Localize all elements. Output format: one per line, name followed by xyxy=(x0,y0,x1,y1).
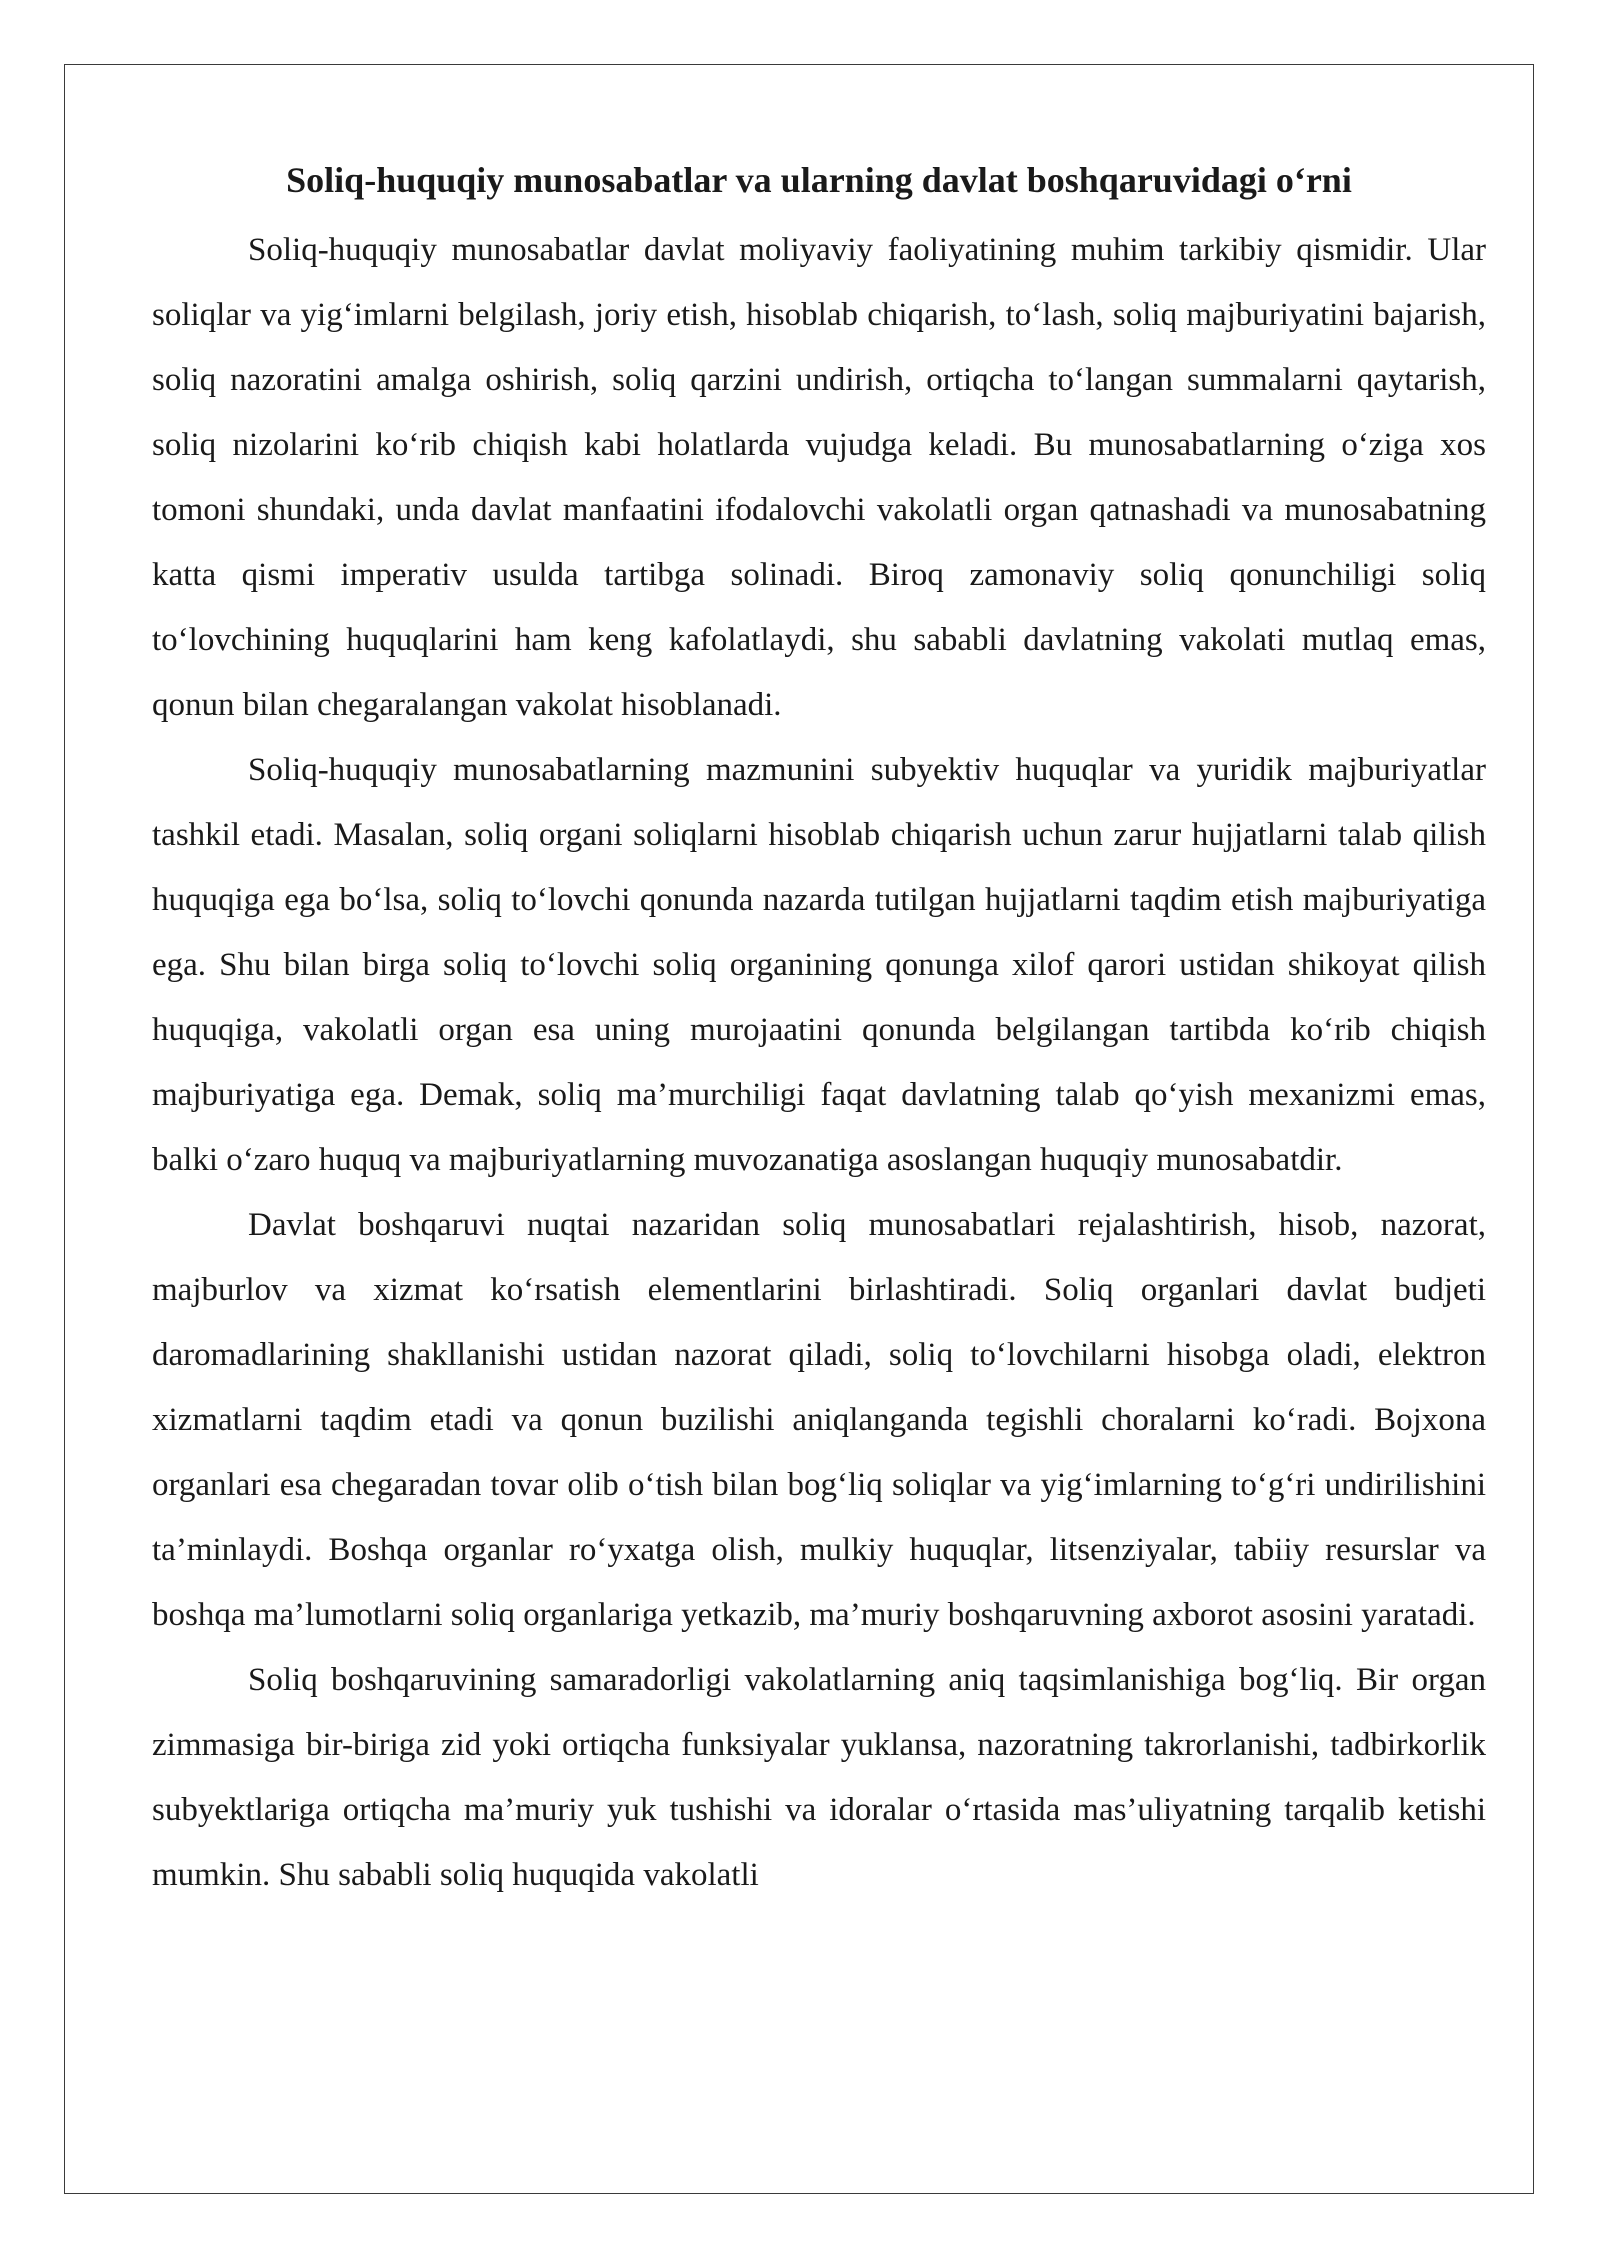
document-body xyxy=(152,150,1486,1908)
paragraph-3: Davlat boshqaruvi nuqtai nazaridan soliq munosabatlari rejalashtirish, hisob, nazorat, majburlov va xizmat ko‘rsatish elementlarini birlashtiradi. Soliq organlari davlat budjeti daromadlarining shakllanishi ustidan nazorat qiladi, soliq to‘lovchilarni hisobga oladi, elektron xizmatlarni taqdim etadi va qonun buzilishi aniqlanganda tegishli choralarni ko‘radi. Bojxona organlari esa chegaradan tovar olib o‘tish bilan bog‘liq soliqlar va yig‘imlarning to‘g‘ri undirilishini ta’minlaydi. Boshqa organlar ro‘yxatga olish, mulkiy huquqlar, litsenziyalar, tabiiy resurslar va boshqa ma’lumotlarni soliq organlariga yetkazib, ma’muriy boshqaruvning axborot asosini yaratadi. xyxy=(152,1207,1486,1633)
paragraph-2: Soliq-huquqiy munosabatlarning mazmunini subyektiv huquqlar va yuridik majburiyatlar tashkil etadi. Masalan, soliq organi soliqlarni hisoblab chiqarish uchun zarur hujjatlarni talab qilish huquqiga ega bo‘lsa, soliq to‘lovchi qonunda nazarda tutilgan hujjatlarni taqdim etish majburiyatiga ega. Shu bilan birga soliq to‘lovchi soliq organining qonunga xilof qarori ustidan shikoyat qilish huquqiga, vakolatli organ esa uning murojaatini qonunda belgilangan tartibda ko‘rib chiqish majburiyatiga ega. Demak, soliq ma’murchiligi faqat davlatning talab qo‘yish mexanizmi emas, balki o‘zaro huquq va majburiyatlarning muvozanatiga asoslangan huquqiy munosabatdir. xyxy=(152,752,1486,1178)
paragraph-1: Soliq-huquqiy munosabatlar davlat moliyaviy faoliyatining muhim tarkibiy qismidir. Ular soliqlar va yig‘imlarni belgilash, joriy etish, hisoblab chiqarish, to‘lash, soliq majburiyatini bajarish, soliq nazoratini amalga oshirish, soliq qarzini undirish, ortiqcha to‘langan summalarni qaytarish, soliq nizolarini ko‘rib chiqish kabi holatlarda vujudga keladi. Bu munosabatlarning o‘ziga xos tomoni shundaki, unda davlat manfaatini ifodalovchi vakolatli organ qatnashadi va munosabatning katta qismi imperativ usulda tartibga solinadi. Biroq zamonaviy soliq qonunchiligi soliq to‘lovchining huquqlarini ham keng kafolatlaydi, shu sababli davlatning vakolati mutlaq emas, qonun bilan chegaralangan vakolat hisoblanadi. xyxy=(152,232,1486,723)
paragraph-4: Soliq boshqaruvining samaradorligi vakolatlarning aniq taqsimlanishiga bog‘liq. Bir organ zimmasiga bir-biriga zid yoki ortiqcha funksiyalar yuklansa, nazoratning takrorlanishi, tadbirkorlik subyektlariga ortiqcha ma’muriy yuk tushishi va idoralar o‘rtasida mas’uliyatning tarqalib ketishi mumkin. Shu sababli soliq huquqida vakolatli xyxy=(152,1662,1486,1893)
document-title: Soliq-huquqiy munosabatlar va ularning davlat boshqaruvidagi o‘rni xyxy=(286,160,1352,200)
